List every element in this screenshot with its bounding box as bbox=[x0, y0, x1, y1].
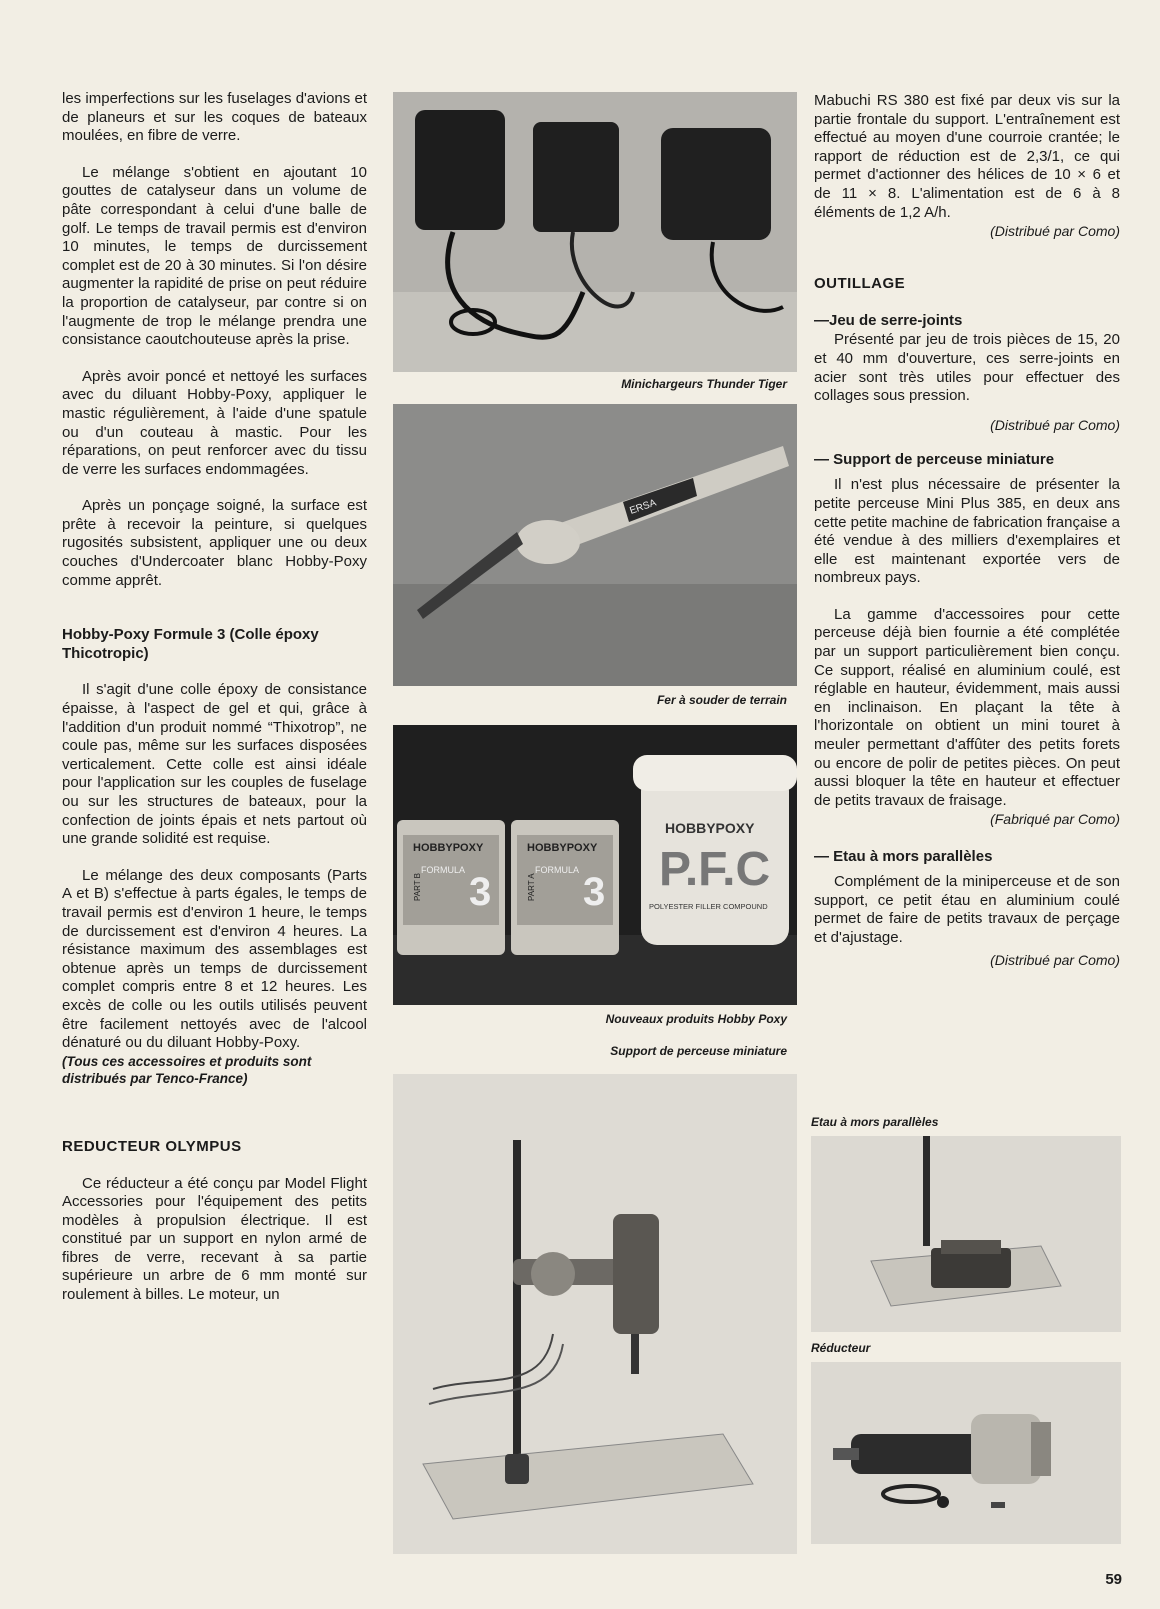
photo-drill-stand bbox=[393, 1074, 797, 1554]
paragraph: Il s'agit d'une colle époxy de consistance épaisse, à l'aspect de gel et qui, grâce à l'addition d'un produit nommé “Thixotrop”, ne coule pas, même sur les surfaces disposées verticalement. Cette colle est ainsi idéale pour l'application sur les couples de fuselage ou sur les structures de bateaux, pour la confection de joints épais et nets partout où une grande solidité est requise. bbox=[62, 681, 367, 848]
paragraph: les imperfections sur les fuselages d'avions et de planeurs et sur les coques de bateaux moulées, en fibre de verre. bbox=[62, 90, 367, 145]
caption-reducteur: Réducteur bbox=[811, 1341, 871, 1355]
paragraph: Ce réducteur a été conçu par Model Flight Accessories pour l'équipement des petits modèles à propulsion électrique. Il est constitué par un support en nylon armé de fibres de verre, recevant à sa partie supérieure un arbre de 6 mm monté sur roulement à billes. Le moteur, un bbox=[62, 1174, 367, 1304]
left-column bbox=[62, 90, 367, 1305]
distribution-note: (Tous ces accessoires et produits sont distribués par Tenco-France) bbox=[62, 1053, 312, 1087]
can-a-part: PART A bbox=[527, 873, 536, 901]
subheading-serre-joints: —Jeu de serre-joints bbox=[814, 312, 963, 330]
caption-chargers: Minichargeurs Thunder Tiger bbox=[621, 377, 787, 391]
photo-hobbypoxy-products bbox=[393, 725, 797, 1005]
page-number: 59 bbox=[1105, 1571, 1122, 1588]
svg-text:3: 3 bbox=[469, 870, 492, 914]
section-heading-outillage: OUTILLAGE bbox=[814, 274, 906, 292]
pfc-brand: HOBBYPOXY bbox=[665, 820, 755, 836]
paragraph: Complément de la miniperceuse et de son support, ce petit étau en aluminium coulé permet de faire de petits travaux de perçage et d'ajustage. bbox=[814, 873, 1120, 946]
pfc-sublabel: POLYESTER FILLER COMPOUND bbox=[649, 902, 768, 911]
can-a-brand: HOBBYPOXY bbox=[527, 842, 598, 854]
credit: (Fabriqué par Como) bbox=[990, 811, 1120, 828]
right-column bbox=[814, 92, 1120, 970]
paragraph: Le mélange des deux composants (Parts A et B) s'effectue à parts égales, le temps de travail permis est d'environ 1 heure, le temps de durcissement est d'environ 4 heures. La résistance maximum des assemblages est obtenue après un temps de durcissement complet compris entre 8 et 12 heures. Les excès de colle ou les outils utilisés peuvent être facilement nettoyés avec de l'alcool dénaturé ou du diluant Hobby-Poxy. bbox=[62, 866, 367, 1052]
photo-vise bbox=[811, 1136, 1121, 1332]
paragraph: Le mélange s'obtient en ajoutant 10 gouttes de catalyseur dans un volume de pâte correspondant à celui d'une balle de golf. Le temps de travail permis est d'environ 10 minutes, le temps de durcissement complet est de 20 à 30 minutes. Si l'on désire augmenter la rapidité de prise on peut réduire la proportion de catalyseur, par contre si on l'augmente de trop le mélange prendra une consistance caoutchouteuse après la prise. bbox=[62, 163, 367, 349]
svg-text:3: 3 bbox=[583, 870, 606, 914]
can-b-formula: FORMULA bbox=[421, 865, 466, 875]
subheading-support-perceuse: — Support de perceuse miniature bbox=[814, 451, 1055, 469]
pfc-label: P.F.C bbox=[659, 843, 771, 896]
photo-chargers bbox=[393, 92, 797, 372]
paragraph: La gamme d'accessoires pour cette perceuse déjà bien fournie a été complétée par un support particulièrement bien conçu. Ce support, réalisé en aluminium coulé, est réglable en hauteur, évidemment, mais aussi en inclinaison. En plaçant la tête à l'horizontale on obtient un mini touret à meuler permettant d'affûter des petits forets ou encore de polir de petites pièces. On peut aussi bloquer la tête en hauteur et effectuer de petits travaux de fraisage. bbox=[814, 605, 1120, 809]
credit: (Distribué par Como) bbox=[990, 223, 1120, 240]
paragraph: Après avoir poncé et nettoyé les surfaces avec du diluant Hobby-Poxy, appliquer le mastic régulièrement, à l'aide d'une spatule ou d'un couteau à mastic. Pour les réparations, on peut renforcer avec du tissu de verre les surfaces endommagées. bbox=[62, 367, 367, 478]
can-a-formula: FORMULA bbox=[535, 865, 580, 875]
iron-brand-label: ERSA bbox=[628, 497, 658, 517]
subheading-etau: — Etau à mors parallèles bbox=[814, 848, 993, 865]
section-heading-formule3: Hobby-Poxy Formule 3 (Colle époxy Thicotropic) bbox=[62, 626, 319, 662]
credit: (Distribué par Como) bbox=[990, 416, 1120, 433]
caption-etau: Etau à mors parallèles bbox=[811, 1115, 939, 1129]
caption-hobbypoxy: Nouveaux produits Hobby Poxy bbox=[605, 1012, 787, 1026]
photo-soldering-iron bbox=[393, 404, 797, 686]
section-heading-reducteur: REDUCTEUR OLYMPUS bbox=[62, 1137, 242, 1155]
caption-soldering-iron: Fer à souder de terrain bbox=[656, 693, 787, 707]
credit: (Distribué par Como) bbox=[990, 952, 1120, 969]
caption-drill-stand: Support de perceuse miniature bbox=[610, 1044, 787, 1058]
photo-reducteur bbox=[811, 1362, 1121, 1544]
can-b-brand: HOBBYPOXY bbox=[413, 842, 484, 854]
paragraph: Il n'est plus nécessaire de présenter la petite perceuse Mini Plus 385, en deux ans cette petite machine de fabrication française a été vendue à des milliers d'exemplaires et elle est maintenant exportée vers de nombreux pays. bbox=[814, 476, 1121, 587]
paragraph: Mabuchi RS 380 est fixé par deux vis sur la partie frontale du support. L'entraînement est effectué au moyen d'une courroie crantée; le rapport de réduction est de 2,3/1, ce qui permet d'actionner des hélices de 10 × 6 et de 11 × 8. L'alimentation est de 6 à 8 éléments de 1,2 A/h. bbox=[814, 92, 1120, 221]
paragraph: Présenté par jeu de trois pièces de 15, 20 et 40 mm d'ouverture, ces serre-joints en acier sont très utiles pour effectuer des collages sous pression. bbox=[814, 331, 1120, 405]
paragraph: Après un ponçage soigné, la surface est prête à recevoir la peinture, si quelques rugosités subsistent, appliquer une ou deux couches d'Undercoater blanc Hobby-Poxy comme apprêt. bbox=[62, 497, 367, 589]
can-b-part: PART B bbox=[413, 872, 422, 901]
